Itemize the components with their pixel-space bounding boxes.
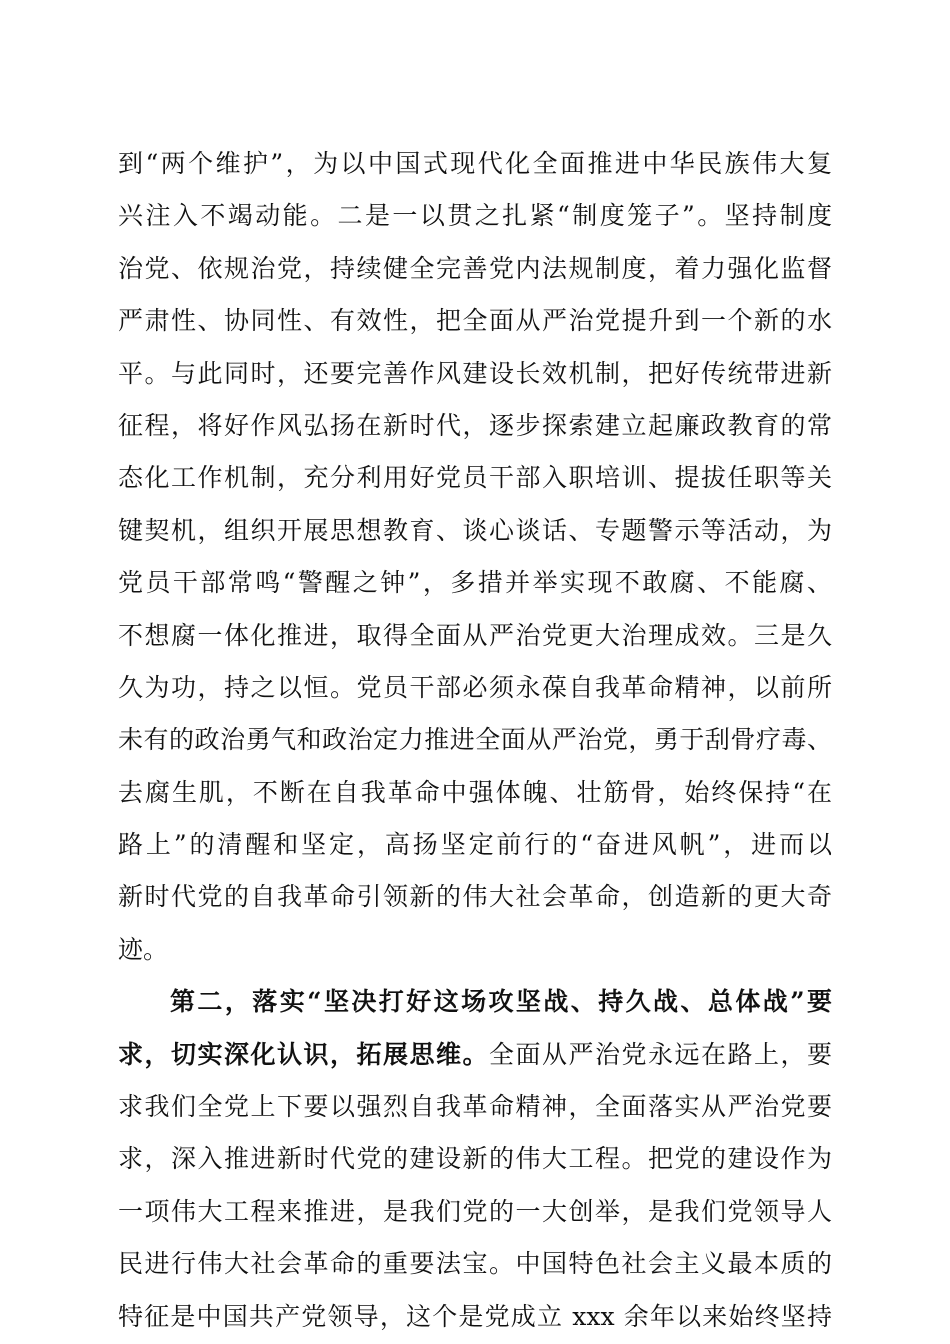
text-line: 治党、依规治党，持续健全完善党内法规制度，着力强化监督 <box>118 253 832 283</box>
text-line <box>118 1029 832 1081</box>
text-line: 一项伟大工程来推进，是我们党的一大创举，是我们党领导人 <box>118 1196 832 1226</box>
text-line: 民进行伟大社会革命的重要法宝。中国特色社会主义最本质的 <box>118 1249 832 1279</box>
text-line: 平。与此同时，还要完善作风建设长效机制，把好传统带进新 <box>118 358 832 388</box>
text-line: 到“两个维护”，为以中国式现代化全面推进中华民族伟大复 <box>118 149 832 178</box>
text-line: 键契机，组织开展思想教育、谈心谈话、专题警示等活动，为 <box>118 515 832 545</box>
text-line: 态化工作机制，充分利用好党员干部入职培训、提拔任职等关 <box>118 463 832 493</box>
body-text <box>118 138 832 1343</box>
text-line: 久为功，持之以恒。党员干部必须永葆自我革命精神，以前所 <box>118 672 832 702</box>
section-heading: 第二，落实“坚决打好这场攻坚战、持久战、总体战”要 <box>170 987 832 1017</box>
text-line: 兴注入不竭动能。二是一以贯之扎紧“制度笼子”。坚持制度 <box>118 201 832 231</box>
text-line-rest: 全面从严治党永远在路上，要 <box>489 1039 832 1069</box>
text-line: 求我们全党上下要以强烈自我革命精神，全面落实从严治党要 <box>118 1092 832 1122</box>
text-line: 党员干部常鸣“警醒之钟”，多措并举实现不敢腐、不能腐、 <box>118 568 832 598</box>
text-line: 未有的政治勇气和政治定力推进全面从严治党，勇于刮骨疗毒、 <box>118 725 832 755</box>
text-line: 路上”的清醒和坚定，高扬坚定前行的“奋进风帆”，进而以 <box>118 830 832 860</box>
text-line: 不想腐一体化推进，取得全面从严治党更大治理成效。三是久 <box>118 620 832 650</box>
text-line: 特征是中国共产党领导，这个是党成立 xxx 余年以来始终坚持 <box>118 1301 832 1331</box>
text-line: 新时代党的自我革命引领新的伟大社会革命，创造新的更大奇 <box>118 882 832 912</box>
text-line: 求，深入推进新时代党的建设新的伟大工程。把党的建设作为 <box>118 1144 832 1174</box>
text-line: 迹。 <box>118 934 169 964</box>
text-line: 去腐生肌，不断在自我革命中强体魄、壮筋骨，始终保持“在 <box>118 777 832 807</box>
section-heading-continued: 求，切实深化认识，拓展思维。 <box>118 1039 489 1069</box>
text-line: 严肃性、协同性、有效性，把全面从严治党提升到一个新的水 <box>118 306 832 336</box>
text-line: 征程，将好作风弘扬在新时代，逐步探索建立起廉政教育的常 <box>118 410 832 440</box>
